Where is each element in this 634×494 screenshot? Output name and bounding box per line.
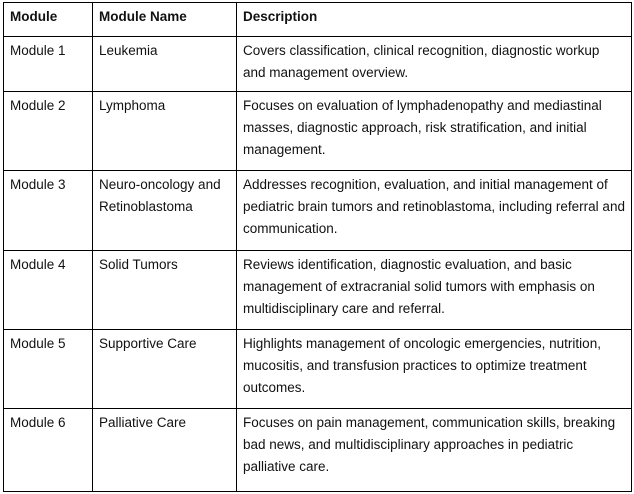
- description-cell: Covers classification, clinical recognition, diagnostic workup and management overview.: [237, 37, 632, 92]
- module-name-cell: Lymphoma: [93, 92, 237, 171]
- modules-table: [3, 2, 632, 492]
- module-name-cell: Supportive Care: [93, 330, 237, 409]
- table-header-row: [4, 3, 632, 37]
- module-name-cell: Palliative Care: [93, 409, 237, 492]
- header-description: Description: [237, 3, 632, 37]
- table-row: [4, 330, 632, 409]
- module-cell: Module 4: [4, 251, 93, 330]
- module-cell: Module 2: [4, 92, 93, 171]
- table-row: [4, 251, 632, 330]
- description-cell: Focuses on evaluation of lymphadenopathy and mediastinal masses, diagnostic approach, risk stratification, and initial management.: [237, 92, 632, 171]
- table-row: [4, 171, 632, 251]
- module-name-cell: Solid Tumors: [93, 251, 237, 330]
- header-module-name: Module Name: [93, 3, 237, 37]
- module-cell: Module 6: [4, 409, 93, 492]
- module-cell: Module 3: [4, 171, 93, 251]
- module-cell: Module 5: [4, 330, 93, 409]
- table-row: [4, 37, 632, 92]
- table-row: [4, 92, 632, 171]
- module-name-cell: Leukemia: [93, 37, 237, 92]
- description-cell: Reviews identification, diagnostic evaluation, and basic management of extracranial solid tumors with emphasis on multidisciplinary care and referral.: [237, 251, 632, 330]
- module-cell: Module 1: [4, 37, 93, 92]
- description-cell: Highlights management of oncologic emergencies, nutrition, mucositis, and transfusion practices to optimize treatment outcomes.: [237, 330, 632, 409]
- module-name-cell: Neuro-oncology and Retinoblastoma: [93, 171, 237, 251]
- header-module: Module: [4, 3, 93, 37]
- description-cell: Focuses on pain management, communication skills, breaking bad news, and multidisciplinary approaches in pediatric palliative care.: [237, 409, 632, 492]
- table-row: [4, 409, 632, 492]
- description-cell: Addresses recognition, evaluation, and initial management of pediatric brain tumors and retinoblastoma, including referral and communication.: [237, 171, 632, 251]
